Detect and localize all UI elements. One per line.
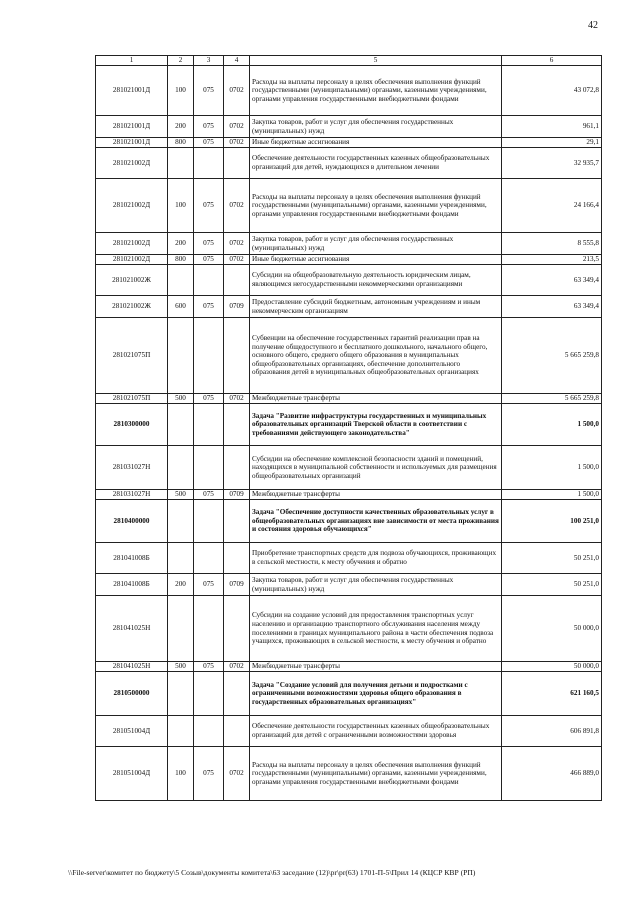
expense-type-cell: [168, 148, 194, 179]
table-row: [96, 265, 602, 296]
classification-code-cell: 281051004Д: [96, 747, 168, 801]
classification-code-cell: 281021002Д: [96, 233, 168, 255]
table-row: [96, 138, 602, 148]
amount-cell: 8 555,8: [502, 233, 602, 255]
amount-cell: 63 349,4: [502, 296, 602, 318]
section-cell: 0702: [224, 116, 250, 138]
description-cell: Обеспечение деятельности государственных казенных общеобразовательных организаций для детей, нуждающихся в длительном лечении: [250, 148, 502, 179]
amount-cell: 63 349,4: [502, 265, 602, 296]
section-cell: [224, 148, 250, 179]
description-cell: Расходы на выплаты персоналу в целях обеспечения выполнения функций государственными (муниципальными) органами, казенными учреждениями, органами управления государственными внебюджетными фондами: [250, 179, 502, 233]
table-row: [96, 296, 602, 318]
amount-cell: 1 500,0: [502, 446, 602, 490]
expense-type-cell: 100: [168, 66, 194, 116]
table-row: [96, 574, 602, 596]
section-cell: [224, 404, 250, 446]
column-header: 6: [502, 56, 602, 66]
section-cell: 0709: [224, 296, 250, 318]
expense-type-cell: 600: [168, 296, 194, 318]
department-cell: 075: [194, 574, 224, 596]
column-header: 5: [250, 56, 502, 66]
table-row: [96, 233, 602, 255]
section-cell: [224, 446, 250, 490]
table-row: [96, 716, 602, 747]
classification-code-cell: 281021075П: [96, 318, 168, 394]
table-row: [96, 490, 602, 500]
expense-type-cell: [168, 716, 194, 747]
department-cell: [194, 446, 224, 490]
amount-cell: 961,1: [502, 116, 602, 138]
department-cell: 075: [194, 179, 224, 233]
department-cell: [194, 265, 224, 296]
classification-code-cell: 281021001Д: [96, 116, 168, 138]
table-row: [96, 672, 602, 716]
department-cell: 075: [194, 662, 224, 672]
section-cell: 0702: [224, 138, 250, 148]
classification-code-cell: 281041025Н: [96, 596, 168, 662]
expense-type-cell: 800: [168, 138, 194, 148]
amount-cell: 24 166,4: [502, 179, 602, 233]
expense-type-cell: [168, 543, 194, 574]
section-cell: 0702: [224, 255, 250, 265]
description-cell: Межбюджетные трансферты: [250, 490, 502, 500]
description-cell: Субсидии на общеобразовательную деятельность юридическим лицам, являющимся негосударственными некоммерческими организациями: [250, 265, 502, 296]
table-row: [96, 116, 602, 138]
expense-type-cell: [168, 265, 194, 296]
classification-code-cell: 281031027Н: [96, 490, 168, 500]
description-cell: Закупка товаров, работ и услуг для обеспечения государственных (муниципальных) нужд: [250, 233, 502, 255]
amount-cell: 29,1: [502, 138, 602, 148]
budget-table: [95, 55, 602, 801]
expense-type-cell: 500: [168, 394, 194, 404]
department-cell: [194, 148, 224, 179]
department-cell: 075: [194, 233, 224, 255]
table-row: [96, 404, 602, 446]
section-cell: 0702: [224, 66, 250, 116]
department-cell: [194, 318, 224, 394]
amount-cell: 43 072,8: [502, 66, 602, 116]
column-header: 2: [168, 56, 194, 66]
expense-type-cell: 100: [168, 747, 194, 801]
section-cell: [224, 672, 250, 716]
department-cell: [194, 543, 224, 574]
description-cell: Субсидии на создание условий для предоставления транспортных услуг населению и организацию транспортного обслуживания населения между поселениями в границах муниципального района в части обеспечения подвоза учащихся, проживающих в сельской местности, к месту обучения и обратно: [250, 596, 502, 662]
description-cell: Субвенции на обеспечение государственных гарантий реализации прав на получение общедоступного и бесплатного дошкольного, начального общего, основного общего, среднего общего образования в муниципальных общеобразовательных организациях, обеспечение дополнительного образования детей в муниципальных общеобразовательных организациях: [250, 318, 502, 394]
department-cell: 075: [194, 296, 224, 318]
amount-cell: 606 891,8: [502, 716, 602, 747]
table-row: [96, 179, 602, 233]
classification-code-cell: 281021075П: [96, 394, 168, 404]
department-cell: 075: [194, 747, 224, 801]
column-header: 3: [194, 56, 224, 66]
section-cell: 0709: [224, 574, 250, 596]
amount-cell: 100 251,0: [502, 500, 602, 543]
amount-cell: 5 665 259,8: [502, 318, 602, 394]
column-header-row: [96, 56, 602, 66]
classification-code-cell: 281041025Н: [96, 662, 168, 672]
department-cell: 075: [194, 394, 224, 404]
description-cell: Закупка товаров, работ и услуг для обеспечения государственных (муниципальных) нужд: [250, 116, 502, 138]
section-cell: 0702: [224, 233, 250, 255]
amount-cell: 5 665 259,8: [502, 394, 602, 404]
expense-type-cell: 200: [168, 574, 194, 596]
section-cell: 0702: [224, 394, 250, 404]
classification-code-cell: 281041008Б: [96, 574, 168, 596]
table-row: [96, 596, 602, 662]
classification-code-cell: 281021002Д: [96, 255, 168, 265]
table-row: [96, 255, 602, 265]
description-cell: Обеспечение деятельности государственных казенных общеобразовательных организаций для детей с ограниченными возможностями здоровья: [250, 716, 502, 747]
expense-type-cell: 800: [168, 255, 194, 265]
department-cell: [194, 596, 224, 662]
department-cell: [194, 716, 224, 747]
classification-code-cell: 281031027Н: [96, 446, 168, 490]
department-cell: 075: [194, 66, 224, 116]
classification-code-cell: 281021002Ж: [96, 265, 168, 296]
classification-code-cell: 281021001Д: [96, 138, 168, 148]
description-cell: Межбюджетные трансферты: [250, 662, 502, 672]
description-cell: Расходы на выплаты персоналу в целях обеспечения выполнения функций государственными (муниципальными) органами, казенными учреждениями, органами управления государственными внебюджетными фондами: [250, 66, 502, 116]
expense-type-cell: [168, 404, 194, 446]
classification-code-cell: 2810300000: [96, 404, 168, 446]
description-cell: Приобретение транспортных средств для подвоза обучающихся, проживающих в сельской местности, к месту обучения и обратно: [250, 543, 502, 574]
department-cell: 075: [194, 116, 224, 138]
expense-type-cell: [168, 672, 194, 716]
table-row: [96, 747, 602, 801]
classification-code-cell: 281021002Ж: [96, 296, 168, 318]
description-cell: Задача "Создание условий для получения детьми и подростками с ограниченными возможностями здоровья общего образования в государственных образовательных организациях": [250, 672, 502, 716]
table-row: [96, 543, 602, 574]
table-row: [96, 318, 602, 394]
classification-code-cell: 2810400000: [96, 500, 168, 543]
page-number: 42: [588, 20, 598, 31]
department-cell: [194, 404, 224, 446]
table-row: [96, 500, 602, 543]
section-cell: [224, 500, 250, 543]
section-cell: [224, 318, 250, 394]
amount-cell: 621 160,5: [502, 672, 602, 716]
section-cell: [224, 543, 250, 574]
amount-cell: 1 500,0: [502, 404, 602, 446]
section-cell: 0702: [224, 662, 250, 672]
section-cell: 0702: [224, 747, 250, 801]
expense-type-cell: 500: [168, 662, 194, 672]
department-cell: 075: [194, 490, 224, 500]
classification-code-cell: 281021002Д: [96, 148, 168, 179]
department-cell: 075: [194, 138, 224, 148]
description-cell: Предоставление субсидий бюджетным, автономным учреждениям и иным некоммерческим организациям: [250, 296, 502, 318]
classification-code-cell: 281021001Д: [96, 66, 168, 116]
department-cell: [194, 500, 224, 543]
amount-cell: 50 251,0: [502, 543, 602, 574]
expense-type-cell: 200: [168, 233, 194, 255]
expense-type-cell: [168, 596, 194, 662]
section-cell: 0702: [224, 179, 250, 233]
amount-cell: 213,5: [502, 255, 602, 265]
amount-cell: 50 000,0: [502, 596, 602, 662]
amount-cell: 1 500,0: [502, 490, 602, 500]
table-body: [96, 66, 602, 801]
expense-type-cell: [168, 446, 194, 490]
description-cell: Закупка товаров, работ и услуг для обеспечения государственных (муниципальных) нужд: [250, 574, 502, 596]
section-cell: [224, 265, 250, 296]
section-cell: 0709: [224, 490, 250, 500]
column-header: 4: [224, 56, 250, 66]
classification-code-cell: 281041008Б: [96, 543, 168, 574]
department-cell: [194, 672, 224, 716]
expense-type-cell: [168, 500, 194, 543]
department-cell: 075: [194, 255, 224, 265]
table-row: [96, 662, 602, 672]
description-cell: Иные бюджетные ассигнования: [250, 138, 502, 148]
expense-type-cell: 500: [168, 490, 194, 500]
section-cell: [224, 596, 250, 662]
amount-cell: 32 935,7: [502, 148, 602, 179]
description-cell: Иные бюджетные ассигнования: [250, 255, 502, 265]
description-cell: Субсидии на обеспечение комплексной безопасности зданий и помещений, находящихся в муниципальной собственности и используемых для размещения общеобразовательных организаций: [250, 446, 502, 490]
column-header: 1: [96, 56, 168, 66]
table-row: [96, 148, 602, 179]
description-cell: Задача "Обеспечение доступности качественных образовательных услуг в общеобразовательных организациях вне зависимости от места проживания и состояния здоровья обучающихся": [250, 500, 502, 543]
table-row: [96, 66, 602, 116]
amount-cell: 50 000,0: [502, 662, 602, 672]
amount-cell: 50 251,0: [502, 574, 602, 596]
expense-type-cell: [168, 318, 194, 394]
table-row: [96, 446, 602, 490]
classification-code-cell: 281021002Д: [96, 179, 168, 233]
classification-code-cell: 2810500000: [96, 672, 168, 716]
description-cell: Расходы на выплаты персоналу в целях обеспечения выполнения функций государственными (муниципальными) органами, казенными учреждениями, органами управления государственными внебюджетными фондами: [250, 747, 502, 801]
amount-cell: 466 889,0: [502, 747, 602, 801]
expense-type-cell: 100: [168, 179, 194, 233]
section-cell: [224, 716, 250, 747]
description-cell: Задача "Развитие инфраструктуры государственных и муниципальных образовательных организаций Тверской области в соответствии с требованиями действующего законодательства": [250, 404, 502, 446]
classification-code-cell: 281051004Д: [96, 716, 168, 747]
file-path-footer: \\File-server\комитет по бюджету\5 Созыв\документы комитета\63 заседание (12)\pr\pr(63) 1701-П-5\Прил 14 (КЦСР КВР (РП): [68, 868, 476, 877]
description-cell: Межбюджетные трансферты: [250, 394, 502, 404]
table-row: [96, 394, 602, 404]
expense-type-cell: 200: [168, 116, 194, 138]
